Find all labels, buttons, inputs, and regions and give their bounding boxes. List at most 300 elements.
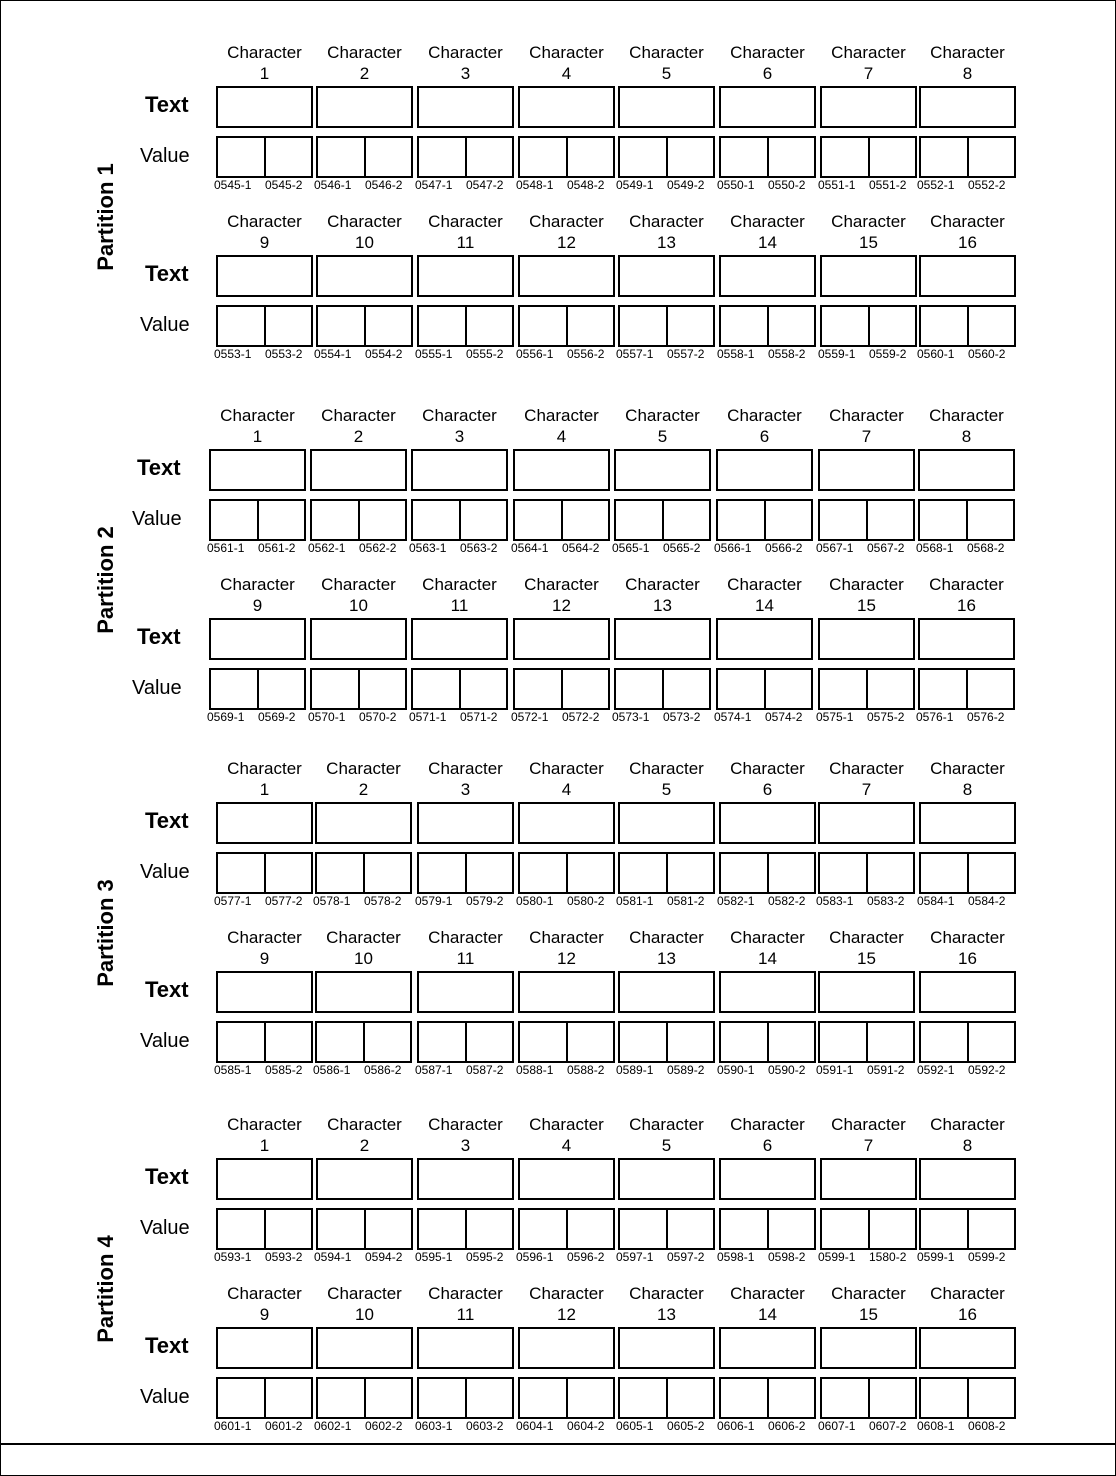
value-code-label: 0545-1 <box>214 178 252 192</box>
character-header <box>210 758 319 800</box>
text-row-label: Text <box>145 1333 189 1358</box>
value-code-label: 0590-1 <box>717 1063 755 1077</box>
value-entry-box[interactable] <box>618 1208 715 1250</box>
character-header-number: 8 <box>962 1136 973 1155</box>
text-entry-box[interactable] <box>716 618 813 660</box>
character-column <box>919 211 1016 366</box>
character-column <box>818 758 915 913</box>
text-entry-box[interactable] <box>919 802 1016 844</box>
value-entry-box[interactable] <box>417 852 514 894</box>
value-code-label: 0551-1 <box>818 178 856 192</box>
value-code-label: 0560-2 <box>968 347 1006 361</box>
character-block <box>0 1283 1116 1438</box>
character-header <box>912 405 1021 447</box>
value-entry-box[interactable] <box>316 1377 413 1419</box>
character-header-name: Character <box>629 43 704 62</box>
text-entry-box[interactable] <box>820 1327 917 1369</box>
text-entry-box[interactable] <box>818 618 915 660</box>
value-entry-box[interactable] <box>820 1208 917 1250</box>
text-entry-box[interactable] <box>716 449 813 491</box>
value-entry-box[interactable] <box>316 136 413 178</box>
text-entry-box[interactable] <box>513 618 610 660</box>
value-box-divider <box>465 854 467 892</box>
character-header <box>310 1114 419 1156</box>
value-entry-box[interactable] <box>411 668 508 710</box>
character-header <box>411 211 520 253</box>
value-code-label: 0573-1 <box>612 710 650 724</box>
value-entry-box[interactable] <box>315 852 412 894</box>
text-entry-box[interactable] <box>820 86 917 128</box>
value-entry-box[interactable] <box>918 499 1015 541</box>
value-entry-box[interactable] <box>513 499 610 541</box>
value-entry-box[interactable] <box>518 1208 615 1250</box>
value-box-divider <box>264 307 266 345</box>
character-header-number: 1 <box>259 780 270 799</box>
value-code-label: 0554-1 <box>314 347 352 361</box>
text-entry-box[interactable] <box>209 618 306 660</box>
value-code-label: 0564-1 <box>511 541 549 555</box>
character-header-number: 1 <box>259 1136 270 1155</box>
text-entry-box[interactable] <box>518 802 615 844</box>
character-header-name: Character <box>428 1284 503 1303</box>
value-entry-box[interactable] <box>919 852 1016 894</box>
value-entry-box[interactable] <box>618 1377 715 1419</box>
value-box-divider <box>666 1023 668 1061</box>
character-header-name: Character <box>529 928 604 947</box>
text-entry-box[interactable] <box>719 971 816 1013</box>
value-code-label: 0567-1 <box>816 541 854 555</box>
value-box-divider <box>967 1379 969 1417</box>
text-entry-box[interactable] <box>518 1327 615 1369</box>
character-header-number: 13 <box>653 596 672 615</box>
value-code-label: 0548-1 <box>516 178 554 192</box>
value-box-divider <box>868 307 870 345</box>
value-code-label: 1580-2 <box>869 1250 907 1264</box>
value-code-label: 0608-2 <box>968 1419 1006 1433</box>
character-header-number: 10 <box>354 949 373 968</box>
value-code-label: 0569-2 <box>258 710 296 724</box>
value-entry-box[interactable] <box>216 1208 313 1250</box>
value-entry-box[interactable] <box>919 136 1016 178</box>
text-entry-box[interactable] <box>513 449 610 491</box>
text-entry-box[interactable] <box>316 255 413 297</box>
text-entry-box[interactable] <box>618 86 715 128</box>
partition-label: Partition 3 <box>93 879 118 987</box>
value-code-label: 0556-2 <box>567 347 605 361</box>
value-box-divider <box>358 501 360 539</box>
value-entry-box[interactable] <box>919 1208 1016 1250</box>
value-entry-box[interactable] <box>315 1021 412 1063</box>
value-entry-box[interactable] <box>719 852 816 894</box>
text-entry-box[interactable] <box>614 618 711 660</box>
text-entry-box[interactable] <box>316 86 413 128</box>
value-box-divider <box>363 1023 365 1061</box>
value-code-label: 0607-2 <box>869 1419 907 1433</box>
value-code-label: 0577-1 <box>214 894 252 908</box>
character-header <box>612 42 721 84</box>
character-column <box>818 405 915 560</box>
value-code-label: 0553-1 <box>214 347 252 361</box>
value-entry-box[interactable] <box>618 1021 715 1063</box>
character-header <box>512 42 621 84</box>
text-entry-box[interactable] <box>417 802 514 844</box>
character-header-number: 15 <box>857 949 876 968</box>
character-header-name: Character <box>529 759 604 778</box>
value-code-label: 0572-1 <box>511 710 549 724</box>
value-code-label: 0579-1 <box>415 894 453 908</box>
character-block <box>0 405 1116 560</box>
text-entry-box[interactable] <box>719 1158 816 1200</box>
value-entry-box[interactable] <box>216 852 313 894</box>
character-header <box>713 1283 822 1325</box>
value-entry-box[interactable] <box>716 668 813 710</box>
text-entry-box[interactable] <box>918 449 1015 491</box>
value-entry-box[interactable] <box>417 1377 514 1419</box>
text-entry-box[interactable] <box>216 86 313 128</box>
value-entry-box[interactable] <box>918 668 1015 710</box>
character-column <box>719 42 816 197</box>
value-code-label: 0593-1 <box>214 1250 252 1264</box>
value-entry-box[interactable] <box>316 1208 413 1250</box>
value-box-divider <box>264 138 266 176</box>
value-entry-box[interactable] <box>818 668 915 710</box>
character-header <box>507 574 616 616</box>
character-header-name: Character <box>327 212 402 231</box>
value-entry-box[interactable] <box>518 136 615 178</box>
value-code-label: 0598-2 <box>768 1250 806 1264</box>
value-box-divider <box>364 1210 366 1248</box>
value-code-label: 0552-2 <box>968 178 1006 192</box>
character-header-number: 6 <box>762 64 773 83</box>
value-box-divider <box>767 307 769 345</box>
value-code-label: 0596-1 <box>516 1250 554 1264</box>
value-box-divider <box>866 1023 868 1061</box>
value-entry-box[interactable] <box>518 305 615 347</box>
value-box-divider <box>566 138 568 176</box>
character-header-name: Character <box>629 212 704 231</box>
text-entry-box[interactable] <box>618 971 715 1013</box>
value-entry-box[interactable] <box>818 1021 915 1063</box>
value-entry-box[interactable] <box>716 499 813 541</box>
character-header <box>310 42 419 84</box>
value-code-label: 0547-1 <box>415 178 453 192</box>
character-column <box>820 1283 917 1438</box>
character-header <box>710 405 819 447</box>
text-entry-box[interactable] <box>209 449 306 491</box>
text-entry-box[interactable] <box>216 802 313 844</box>
text-entry-box[interactable] <box>618 802 715 844</box>
value-code-label: 0592-1 <box>917 1063 955 1077</box>
character-header <box>913 758 1022 800</box>
value-box-divider <box>767 854 769 892</box>
text-entry-box[interactable] <box>310 618 407 660</box>
character-header-number: 3 <box>454 427 465 446</box>
character-column <box>719 1283 816 1438</box>
value-entry-box[interactable] <box>310 499 407 541</box>
text-entry-box[interactable] <box>417 86 514 128</box>
value-code-label: 0608-1 <box>917 1419 955 1433</box>
character-header <box>913 927 1022 969</box>
text-entry-box[interactable] <box>618 1158 715 1200</box>
character-column <box>820 211 917 366</box>
value-entry-box[interactable] <box>919 1377 1016 1419</box>
character-header <box>814 1283 923 1325</box>
value-entry-box[interactable] <box>417 136 514 178</box>
value-entry-box[interactable] <box>518 852 615 894</box>
character-header-number: 1 <box>259 64 270 83</box>
value-entry-box[interactable] <box>818 499 915 541</box>
value-code-label: 0563-1 <box>409 541 447 555</box>
text-entry-box[interactable] <box>919 1327 1016 1369</box>
character-column <box>310 405 407 560</box>
text-entry-box[interactable] <box>719 255 816 297</box>
value-code-label: 0599-1 <box>818 1250 856 1264</box>
character-header-name: Character <box>629 928 704 947</box>
value-code-label: 0591-2 <box>867 1063 905 1077</box>
value-entry-box[interactable] <box>518 1377 615 1419</box>
value-entry-box[interactable] <box>820 305 917 347</box>
character-header-number: 15 <box>859 1305 878 1324</box>
character-header <box>913 211 1022 253</box>
value-box-divider <box>666 138 668 176</box>
character-column <box>417 1283 514 1438</box>
value-entry-box[interactable] <box>719 305 816 347</box>
text-entry-box[interactable] <box>216 1327 313 1369</box>
value-code-label: 0591-1 <box>816 1063 854 1077</box>
text-entry-box[interactable] <box>719 802 816 844</box>
character-header-number: 5 <box>661 780 672 799</box>
character-header <box>612 927 721 969</box>
text-entry-box[interactable] <box>719 86 816 128</box>
value-code-label: 0594-2 <box>365 1250 403 1264</box>
text-entry-box[interactable] <box>216 971 313 1013</box>
text-entry-box[interactable] <box>719 1327 816 1369</box>
character-header-number: 12 <box>552 596 571 615</box>
character-header-number: 5 <box>661 1136 672 1155</box>
value-code-label: 0565-1 <box>612 541 650 555</box>
value-entry-box[interactable] <box>618 852 715 894</box>
value-box-divider <box>358 670 360 708</box>
text-entry-box[interactable] <box>518 971 615 1013</box>
value-row-label: Value <box>140 314 190 336</box>
value-code-label: 0588-2 <box>567 1063 605 1077</box>
value-box-divider <box>868 1210 870 1248</box>
text-entry-box[interactable] <box>518 1158 615 1200</box>
value-box-divider <box>662 501 664 539</box>
value-entry-box[interactable] <box>216 1021 313 1063</box>
character-header-number: 12 <box>557 1305 576 1324</box>
character-header-name: Character <box>422 406 497 425</box>
text-entry-box[interactable] <box>818 449 915 491</box>
value-code-label: 0583-2 <box>867 894 905 908</box>
partition-section <box>0 1114 1116 1454</box>
value-entry-box[interactable] <box>919 305 1016 347</box>
value-entry-box[interactable] <box>310 668 407 710</box>
value-box-divider <box>459 670 461 708</box>
value-box-divider <box>364 138 366 176</box>
value-entry-box[interactable] <box>417 305 514 347</box>
text-entry-box[interactable] <box>216 255 313 297</box>
value-entry-box[interactable] <box>818 852 915 894</box>
text-entry-box[interactable] <box>315 802 412 844</box>
text-entry-box[interactable] <box>417 255 514 297</box>
value-entry-box[interactable] <box>417 1208 514 1250</box>
text-entry-box[interactable] <box>417 971 514 1013</box>
character-column <box>919 1283 1016 1438</box>
text-entry-box[interactable] <box>820 255 917 297</box>
character-header-number: 16 <box>958 1305 977 1324</box>
character-header <box>210 1283 319 1325</box>
value-code-label: 0566-2 <box>765 541 803 555</box>
text-entry-box[interactable] <box>918 618 1015 660</box>
value-entry-box[interactable] <box>820 1377 917 1419</box>
value-entry-box[interactable] <box>316 305 413 347</box>
character-column <box>216 42 313 197</box>
character-header <box>512 758 621 800</box>
value-code-label: 0566-1 <box>714 541 752 555</box>
character-column <box>310 574 407 729</box>
character-header-number: 16 <box>958 233 977 252</box>
value-code-label: 0572-2 <box>562 710 600 724</box>
value-box-divider <box>364 307 366 345</box>
text-entry-box[interactable] <box>818 802 915 844</box>
text-entry-box[interactable] <box>919 255 1016 297</box>
value-box-divider <box>967 138 969 176</box>
value-box-divider <box>459 501 461 539</box>
text-entry-box[interactable] <box>411 618 508 660</box>
character-header-number: 10 <box>355 1305 374 1324</box>
character-column <box>216 927 313 1082</box>
text-entry-box[interactable] <box>919 1158 1016 1200</box>
character-header <box>608 574 717 616</box>
value-entry-box[interactable] <box>209 499 306 541</box>
value-code-label: 0584-2 <box>968 894 1006 908</box>
character-column <box>919 1114 1016 1269</box>
value-code-label: 0561-1 <box>207 541 245 555</box>
value-code-label: 0561-2 <box>258 541 296 555</box>
character-column <box>820 42 917 197</box>
character-header-name: Character <box>529 1284 604 1303</box>
value-entry-box[interactable] <box>719 1208 816 1250</box>
text-entry-box[interactable] <box>618 1327 715 1369</box>
value-entry-box[interactable] <box>216 136 313 178</box>
value-entry-box[interactable] <box>618 305 715 347</box>
character-header-number: 16 <box>957 596 976 615</box>
character-header <box>411 758 520 800</box>
text-entry-box[interactable] <box>919 86 1016 128</box>
value-code-label: 0562-2 <box>359 541 397 555</box>
value-entry-box[interactable] <box>719 1377 816 1419</box>
value-entry-box[interactable] <box>513 668 610 710</box>
character-header-number: 9 <box>259 233 270 252</box>
character-header <box>812 405 921 447</box>
character-header-name: Character <box>220 406 295 425</box>
value-entry-box[interactable] <box>614 668 711 710</box>
text-entry-box[interactable] <box>518 255 615 297</box>
value-box-divider <box>257 670 259 708</box>
value-box-divider <box>866 501 868 539</box>
text-entry-box[interactable] <box>818 971 915 1013</box>
value-row-label: Value <box>132 677 182 699</box>
value-entry-box[interactable] <box>719 136 816 178</box>
character-header-name: Character <box>930 1115 1005 1134</box>
value-entry-box[interactable] <box>618 136 715 178</box>
character-header-name: Character <box>529 212 604 231</box>
character-header-number: 2 <box>353 427 364 446</box>
text-entry-box[interactable] <box>310 449 407 491</box>
character-header-name: Character <box>326 928 401 947</box>
value-entry-box[interactable] <box>209 668 306 710</box>
value-entry-box[interactable] <box>820 136 917 178</box>
value-code-label: 0597-1 <box>616 1250 654 1264</box>
value-box-divider <box>666 1210 668 1248</box>
character-column <box>919 758 1016 913</box>
character-header-name: Character <box>326 759 401 778</box>
character-header-number: 16 <box>958 949 977 968</box>
value-entry-box[interactable] <box>411 499 508 541</box>
character-header-name: Character <box>730 212 805 231</box>
value-entry-box[interactable] <box>719 1021 816 1063</box>
value-code-label: 0555-1 <box>415 347 453 361</box>
value-box-divider <box>967 854 969 892</box>
value-entry-box[interactable] <box>216 305 313 347</box>
value-entry-box[interactable] <box>614 499 711 541</box>
text-entry-box[interactable] <box>614 449 711 491</box>
text-entry-box[interactable] <box>316 1327 413 1369</box>
value-code-label: 0601-2 <box>265 1419 303 1433</box>
value-code-label: 0581-1 <box>616 894 654 908</box>
value-entry-box[interactable] <box>518 1021 615 1063</box>
value-code-label: 0570-2 <box>359 710 397 724</box>
text-entry-box[interactable] <box>518 86 615 128</box>
partition-section <box>0 758 1116 1098</box>
character-header <box>405 574 514 616</box>
character-column <box>818 927 915 1082</box>
text-entry-box[interactable] <box>417 1327 514 1369</box>
value-box-divider <box>767 1023 769 1061</box>
text-entry-box[interactable] <box>216 1158 313 1200</box>
character-column <box>719 1114 816 1269</box>
value-box-divider <box>966 670 968 708</box>
text-entry-box[interactable] <box>820 1158 917 1200</box>
partition-section <box>0 42 1116 382</box>
text-entry-box[interactable] <box>411 449 508 491</box>
value-code-label: 0597-2 <box>667 1250 705 1264</box>
character-header-name: Character <box>227 212 302 231</box>
value-code-label: 0604-1 <box>516 1419 554 1433</box>
character-column <box>719 211 816 366</box>
text-entry-box[interactable] <box>316 1158 413 1200</box>
character-header-name: Character <box>829 406 904 425</box>
value-box-divider <box>966 501 968 539</box>
text-entry-box[interactable] <box>919 971 1016 1013</box>
value-entry-box[interactable] <box>216 1377 313 1419</box>
character-header-number: 14 <box>755 596 774 615</box>
value-box-divider <box>666 307 668 345</box>
character-header-name: Character <box>831 43 906 62</box>
text-entry-box[interactable] <box>417 1158 514 1200</box>
character-header <box>612 211 721 253</box>
value-entry-box[interactable] <box>417 1021 514 1063</box>
character-header-number: 11 <box>456 1305 475 1324</box>
value-box-divider <box>566 1210 568 1248</box>
character-column <box>513 405 610 560</box>
value-entry-box[interactable] <box>919 1021 1016 1063</box>
text-entry-box[interactable] <box>618 255 715 297</box>
value-code-label: 0549-2 <box>667 178 705 192</box>
character-column <box>614 574 711 729</box>
text-entry-box[interactable] <box>315 971 412 1013</box>
